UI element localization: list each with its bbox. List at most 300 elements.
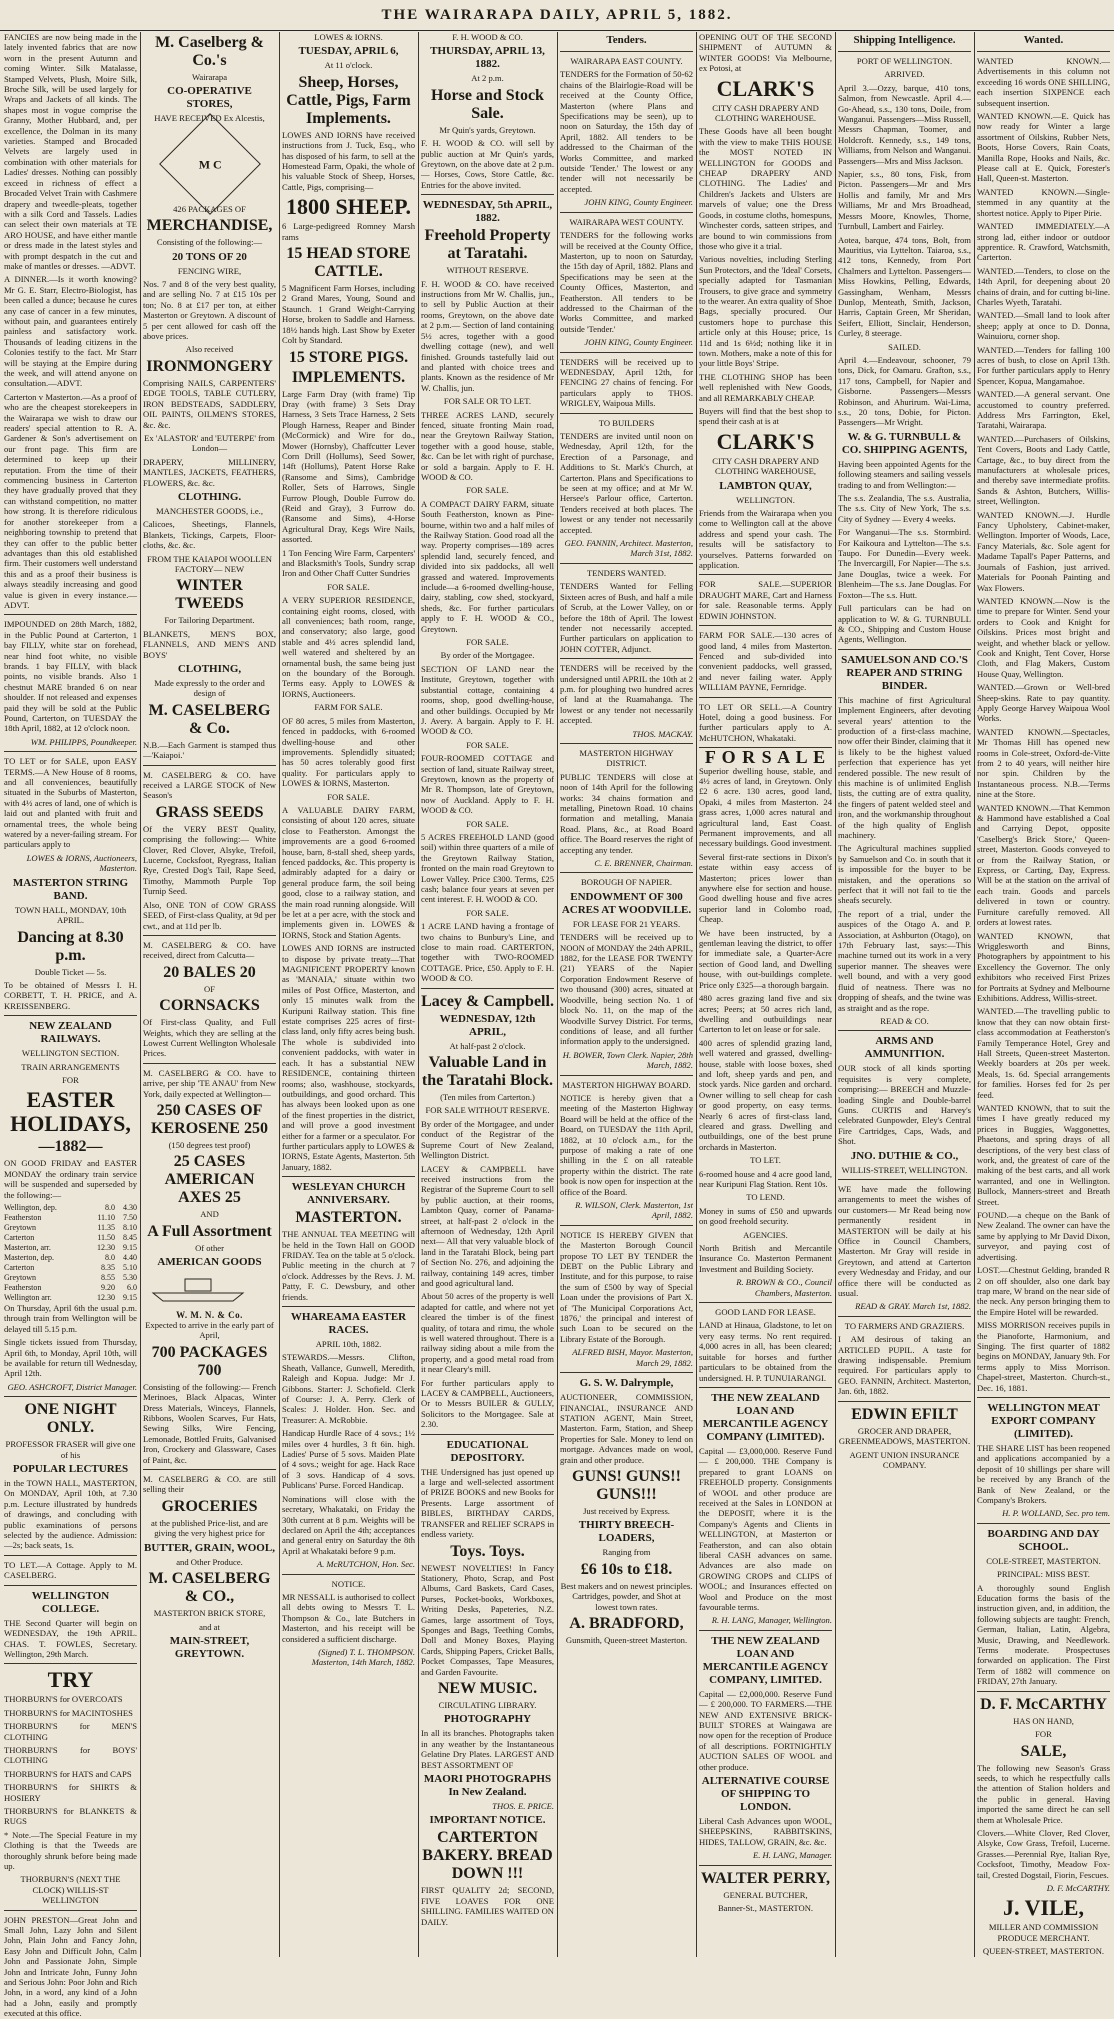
advertisement-text: F. H. WOOD & CO. will sell by public auction at Mr Quin's yards, Greytown, on the above date at 2 p.m.— Horses, Cows, Store Cattle, &c. Entries for the above invited. [421,138,554,190]
column-separator [974,32,975,1957]
centered-line: FOR LEASE FOR 21 YEARS. [572,918,681,929]
timetable-cell: 8.45 [123,1232,137,1242]
centered-line: At 2 p.m. [471,73,504,84]
advertisement-text: Having been appointed Agents for the following steamers and sailing vessels trading to and from Wellington:— [838,458,971,490]
divider [699,1865,832,1866]
centered-line: GOOD LAND FOR LEASE. [715,1307,816,1318]
signature-line: D. F. McCARTHY. [1046,1882,1110,1893]
centered-line: Just received by Express. [583,1505,670,1516]
timetable-cell: 11.50 [97,1232,116,1242]
advertisement-text: FOR SALE.—SUPERIOR DRAUGHT MARE, Cart and Harness for sale. Reasonable terms. Apply EDWIN JOHNSTON. [699,579,832,621]
timetable-cell: Wellington, dep. [4,1202,57,1212]
centered-line: READ & CO. [880,1015,929,1026]
advertisement-text: ON GOOD FRIDAY and EASTER MONDAY the ordinary train service will be suspended and superseded by the following:— [4,1158,137,1200]
centered-line: Ex 'ALASTOR' and 'EUTERPE' from London— [144,432,275,454]
column-separator [140,32,141,1957]
advertisement-text: JOHN PRESTON—Great John and Small John, Lazy John and Silent John, Plain John and Fancy John, Easy John and Difficult John, Calm John and Passionate John, Simple John and Intricate John, Funny John and Serious John: Poor John and Rich John, in a word, any kind of a John had a John, easily and promptly executed at this office. [4,1914,137,2019]
centered-line: At 11 o'clock. [324,60,373,71]
divider [560,212,693,213]
divider [143,1469,276,1470]
advertisement-text: Of the VERY BEST Quality, comprising the following:— White Clover, Red Clover, Alsyke, Trefoil, Lucerne, Cocksfoot, Ryegrass, Italian Rye, Crested Dog's Tail, Rape Seed, Timothy, Mammoth Purple Top Turnip Seed. [143,823,276,897]
timetable-row [4,1223,137,1233]
divider [282,1176,415,1177]
centered-line: ARRIVED. [884,69,925,80]
centered-line: WITHOUT RESERVE. [446,265,529,276]
centered-line: at the published Price-list, and are giving the very highest price for [151,1517,268,1539]
advertisement-text: 5 ACRES FREEHOLD LAND (good soil) within three quarters of a mile of the Greytown Railway Station, fronted on the main road Greytown to Lower Valley. Price £300. Terms, £25 cash; balance four years at seven per cent interest. F. H. WOOD & CO. [421,831,554,905]
headline: WALTER PERRY, [701,1869,830,1887]
centered-line: PROFESSOR FRASER will give one of his [5,1439,136,1460]
advertisement-text: WANTED.—Tenders, to close on the 14th April, for deepening about 20 chains of drain, and for cutting bi-line. Charles Wyeth, Taratahi. [977,265,1110,307]
advertisement-text: Nos. 7 and 8 of the very best quality, and are selling No. 7 at £15 10s per ton; No. 8 at £17 per ton, at either Masterton or Greytown. A discount of 5 per cent allowed for cash off the above prices. [143,279,276,342]
centered-line: PRINCIPAL: MISS BEST. [997,1569,1090,1580]
headline: 20 TONS OF 20 [172,250,247,263]
divider [143,1063,276,1064]
advertisement-text: Calicoes, Sheetings, Flannels, Blankets, Tickings, Carpets, Floor-cloths, &c. &c. [143,519,276,551]
advertisement-text: THORBURN'S for SHIRTS & HOSIERY [4,1782,137,1803]
advertisement-text: Consisting of the following:— French Merinoes, Black Alpacas, Winter Dress Materials, Winceys, Flannels, Ribbons, Woolen Scarves, Fur Hats, Sewing Silks, Wire Fencing, Lemonade, Bottled Fruits, Galvanised Iron, Crockery and Glassware, Cases of Paint, &c. [143,1381,276,1465]
headline: THE NEW ZEALAND LOAN AND MERCANTILE AGENCY COMPANY, LIMITED. [702,1634,829,1686]
advertisement-text: WANTED KNOWN.—E. Quick has now ready for Winter a large assortment of Oilskins, Rubber Nets, Boots, Horse Covers, Rain Coats, Manilla Rope, Hooks and Nails, &c. Please call at E. Quick, Forester's Hall, Queen-st. Masterton. [977,111,1110,184]
headline: EASTER HOLIDAYS, [10,1087,131,1137]
centered-line: 426 PACKAGES OF [173,203,246,214]
centered-line: FOR SALE OR TO LET. [443,396,532,407]
centered-line: and at [199,1621,220,1632]
centered-line: TRAIN ARRANGEMENTS [21,1061,120,1072]
advertisement-text: NOTICE is hereby given that a meeting of the Masterton Highway Board will be held at the office of the Board, on TUESDAY the 11th April, 1882, at 10 o'clock a.m., for the purpose of making a rate of one shilling in the £ on all rateable property within the district. The rate book is now open for inspection at the office of the Board. [560,1092,693,1197]
advertisement-text: WANTED KNOWN.—Now is the time to prepare for Winter. Send your orders to Cook and Knight for Oilskins. Prices most bright and weight, and whether black or yellow. Cook and Knight, Tent Cover, Horse Cloth, and Flag Makers, Custom House Quay, Wellington. [977,595,1110,679]
signature-line: C. E. BRENNER, Chairman. [594,858,693,869]
divider [977,1397,1110,1398]
headline: JNO. DUTHIE & CO., [850,1149,959,1162]
headline: IMPORTANT NOTICE. [429,1814,546,1827]
advertisement-text: By order of the Mortgagee, and under conduct of the Registrar of the Supreme Court of New Zealand, Wellington District. [421,1118,554,1161]
divider [4,1663,137,1664]
headline: —1882— [38,1138,103,1156]
centered-line: Best makers and on newest principles. Cartridges, powder, and Shot at lowest town rates. [560,1580,693,1612]
divider [4,1396,137,1397]
headline: £6 10s to £18. [580,1560,673,1578]
advertisement-text: TO LET.—A Cottage. Apply to M. CASELBERG. [4,1559,137,1581]
signature-line: R. H. LANG, Manager, Wellington. [711,1615,832,1626]
headline: IMPLEMENTS. [291,368,406,386]
headline: MASTERTON. [295,1209,402,1227]
advertisement-text: TENDERS will be received by the undersigned until APRIL the 10th at 2 p.m. for ploughing two hundred acres of land at the Ruamahanga. The lowest or any tender not necessarily accepted. [560,663,693,726]
timetable-row [4,1283,137,1293]
signature-line: H. BOWER, Town Clerk. Napier, 28th March, 1882. [562,1049,693,1071]
headline: GROCERIES [161,1497,258,1515]
signature-line: E. H. LANG, Manager. [752,1850,832,1861]
divider [699,1387,832,1388]
centered-line: FOR [1035,1729,1052,1740]
advertisement-text: Napier, s.s., 80 tons, Fisk, from Picton. Passengers—Mr and Mrs Hollis and family, Mr and Mrs Williams, Mr and Mrs Broadhead, Messrs Moore, Knowles, Thorne, Turnbull, Lambert and Fairley. [838,169,971,232]
centered-line: and Other Produce. [176,1556,243,1567]
divider [699,1630,832,1631]
centered-line: Ranging from [602,1547,651,1558]
headline: AMERICAN GOODS [157,1256,262,1269]
timetable-cell: 11.35 [97,1222,116,1232]
divider [560,352,693,353]
centered-line: PORT OF WELLINGTON. [856,56,953,66]
headline: SALE, [1020,1742,1067,1760]
headline: Dancing at 8.30 p.m. [17,928,124,964]
advertisement-text: NEWEST NOVELTIES! In Fancy Stationery, Photo, Scrap, and Post Albums, Card Baskets, Card Cases, Purses, Pocket-books, Workboxes, Writing Desks, Papeteries, N.Z. Games, large assortment of Toys, Sponges and Bags, Teething Combs, Doll and Money Boxes, Playing Cards, Shipping Papers, Cricket Balls, Pocket Compasses, Tape Measures, and Garden Favourite. [421,1562,554,1677]
advertisement-text: The following new Season's Grass seeds, to which he respectfully calls the attention of Stalion holders and the public in general. Having imported the same direct he can sell them at Wholesale Price. [977,1762,1110,1825]
centered-line: HAS ON HAND, [1013,1715,1074,1726]
signature-line: R. WILSON, Clerk. Masterton, 1st April, 1882. [575,1200,693,1221]
headline: POPULAR LECTURES [12,1463,129,1476]
headline: 1800 SHEEP. [285,194,412,220]
timetable-cell: Greytown [4,1222,36,1232]
advertisement-text: FARM FOR SALE.—130 acres of good land, 4 miles from Masterton. Fenced and sub-divided into convenient paddocks, well grassed, and never failing water. Apply WILLIAM PAYNE, Fernridge. [699,630,832,693]
advertisement-text: LOST.—Chestnut Gelding, branded R 2 on off shoulder, also one dark bay trap mare, W brand on the near side of the neck. Any person bringing them to the Empire Hotel will be rewarded. [977,1265,1110,1317]
centered-line: Double Ticket — 5s. [34,966,107,977]
advertisement-text: This machine of first Agricultural Implement Engineers, after devoting several years' attention to the production of a first-class machine, now offer their Binder, claiming that it is likely to be the highest valued perfection that experience has yet rendered possible. The new result of this machine is of unlimited English lists, the cutting are of extra quality, the fingers of patent welded steel and iron, and the workmanship throughout of the high quality of English machinery. [838,694,971,840]
headline: NEW ZEALAND RAILWAYS. [29,1020,112,1046]
centered-line: Consisting of the following:— [156,237,263,248]
centered-line: Banner-St., MASTERTON. [717,1903,814,1914]
advertisement-text: LACEY & CAMPBELL have received instructions from the Registrar of the Supreme Court to sell by public auction, at their rooms, Lambton Quay, corner of Panama-street, at half-past 2 o'clock in the afternoon of Wednesday, 12th April next— All that very valuable block of land in the Taratahi Block, being part of Section No. 276, and adjoining the railway, containing 149 acres, timber and good agricultural land. [421,1163,554,1288]
centered-line: TO LEND. [746,1192,785,1203]
centered-line: FOR SALE. [466,818,509,829]
centered-line: WAIRARAPA EAST COUNTY. [570,56,683,66]
timetable [4,1203,137,1303]
divider [4,1555,137,1556]
timetable-cell: 8.0 [105,1252,116,1262]
advertisement-text: Nominations will close with the secretary, Whakataki, on Friday the 30th current at 8 p.m. Weights will be declared on April the 4th; acceptances and general entry on Saturday the 8th April at Whakataki before 9 p.m. [282,1493,415,1556]
advertisement-text: 5 Magnificent Farm Horses, including 2 Grand Mares, Young, Sound and Staunch. 1 Grand Weight-Carrying Horse, broken to Saddle and Harness. 18½ hands high. Last Show by Exeter Colt by Standard. [282,283,415,346]
centered-line: Wairarapa [191,72,228,82]
headline: D. F. McCARTHY [980,1695,1107,1713]
advertisement-text: For Wanganui—The s.s. Stormbird. For Kaikoura and Lyttelton—The s.s. Taupo. For Dunedin—Every week. The Invercargill, For Napier—The s.s. Jane Douglas, twice a week. For Blenheim—The s.s. Jane Douglas. For Foxton—The s.s. Hutt. [838,527,971,600]
advertisement-text: THREE ACRES LAND, securely fenced, situate fronting Main road, near the Greytown Railway Station, together with a good house, stable, &c. Can be let with right of purchase, or sold a bargain. Apply to F. H. WOOD & CO. [421,409,554,482]
advertisement-text: THORBURN'S for HATS and CAPS [4,1768,132,1779]
centered-line: (Ten miles from Carterton.) [440,1092,535,1103]
centered-line: FROM THE KAIAPOI WOOLLEN FACTORY— NEW [146,553,272,574]
advertisement-text: WANTED KNOWN.—Single-stemmed in any quantity at the shortest notice. Apply to Piper Pirie. [977,186,1110,218]
headline: 15 HEAD STORE CATTLE. [286,245,411,281]
divider [282,1574,415,1575]
advertisement-text: THORBURN'S for MACINTOSHES [4,1707,133,1718]
advertisement-text: SECTION OF LAND near the Institute, Greytown, together with substantial cottage, containing 4 rooms, shop, good dwelling-house, and other buildings. Occupied by Mr J. Avery. A bargain. Apply to F. H. WOOD & CO. [421,663,554,737]
advertisement-text: Money in sums of £50 and upwards on good freehold security. [699,1205,832,1227]
headline: J. VILE, [1003,1895,1084,1921]
centered-line: FOR SALE. [466,637,509,648]
advertisement-text: OUR stock of all kinds sporting requisites is very complete, comprising:— BREECH and Muzzle-loading Single and Double-barrel Guns. CURTIS and Harvey's celebrated Gunpowder, Eley's Central Fire Cartridges, Caps, Wads, and Shot. [838,1063,971,1147]
centered-line: THORBURN'S (NEXT THE CLOCK) WILLIS-ST WELLINGTON [20,1874,121,1906]
timetable-cell: 12.30 [97,1242,116,1252]
headline: ENDOWMENT OF 300 ACRES AT WOODVILLE. [561,890,692,916]
centered-line: FARM FOR SALE. [314,702,383,713]
timetable-cell: 4.40 [123,1252,137,1262]
headline: 250 CASES OF KEROSENE 250 [151,1101,268,1137]
advertisement-text: We have been instructed, by a gentleman leaving the district, to offer for immediate sale, a Quarter-Acre section of Good land, and Dwelling house, with out-buildings complete. Price only £325—a thorough bargain. [699,927,832,990]
column-2 [143,32,276,1957]
centered-line: FOR SALE. [466,739,509,750]
timetable-cell: 6.0 [127,1282,137,1292]
headline: Tenders. [606,34,647,46]
centered-line: GENERAL BUTCHER, [723,1889,808,1900]
advertisement-text: * Note.—The Special Feature in my Clothing is that the Tweeds are thoroughly shrunk before being made up. [4,1829,137,1871]
advertisement-text: THORBURN'S for MEN'S CLOTHING [4,1721,137,1742]
timetable-cell: 8.10 [123,1222,137,1232]
centered-line: WELLINGTON. [736,494,795,505]
divider [560,1225,693,1226]
centered-line: CITY CASH DRAPERY AND CLOTHING WAREHOUSE. [712,102,819,124]
advertisement-text: DRAPERY, MILLINERY, MANTLES, JACKETS, FEATHERS, FLOWERS, &c. &c. [143,456,276,488]
advertisement-text: TENDERS for the Formation of 50-62 chains of the Blairlogie-Road will be received at the County Office, Masterton (where Plans and Specifications may be seen), up to noon on Saturday, the 15th day of April, 1882. All tenders to be addressed to the Chairman of the Works Committee, and marked outside 'Tender.' The lowest or any tender will not necessarily be accepted. [560,69,693,194]
advertisement-text: THORBURN'S for BLANKETS & RUGS [4,1805,137,1827]
centered-line: CIRCULATING LIBRARY. [438,1699,537,1710]
headline: THE NEW ZEALAND LOAN AND MERCANTILE AGENCY COMPANY (LIMITED). [702,1391,829,1443]
headline: EDWIN EFILT [851,1405,958,1423]
headline: CO-OPERATIVE STORES, [167,85,252,111]
divider [977,1691,1110,1692]
headline: Lacey & Campbell. [421,992,554,1010]
centered-line: FOR SALE. [327,581,370,592]
headline: MERCHANDISE, [146,217,273,235]
headline: LAMBTON QUAY, [719,479,812,492]
timetable-cell: 5.10 [123,1262,137,1272]
headline: 25 CASES AMERICAN AXES 25 [164,1153,255,1207]
headline: Valuable Land in the Taratahi Block. [421,1054,554,1090]
timetable-cell: 4.30 [123,1202,137,1212]
advertisement-text: In all its branches. Photographs taken in any weather by the Instantaneous Gelatine Dry Plates. LARGEST AND BEST ASSORTMENT OF [421,1728,554,1770]
centered-line: LOWES & IORNS. [314,32,383,42]
divider [699,697,832,698]
advertisement-text: A COMPACT DAIRY FARM, situate South Featherston, known as Pine-bourne, within two and a half miles of the Railway Station. Good road all the way. Property comprises—189 acres splendid land, securely fenced, and divided into six paddocks, all well grassed and watered. Improvements include—a 6-roomed dwelling-house, dairy, stabling, cow shed, stockyard, sheds, &c. For further particulars apply to F. H. WOOD & CO., Greytown. [421,498,554,634]
advertisement-text: Capital — £3,000,000. Reserve Fund — £ 200,000. THE Company is prepared to grant LOANS on FREEHOLD property. Consignments of WOOL and other produce are received at the Sales in LONDON at the DEPOSIT, where it is the Company's Agents and Clients in WELLINGTON, at Masterton or Featherston, and can also obtain liberal CASH advances on same. Advances are also made on GROWING CROPS and CLIPS of WOOL; and Insurances effected on Wool and Produce on the most favourable terms. [699,1445,832,1612]
advertisement-text: FIRST QUALITY 2d; SECOND, FIVE LOAVES FOR ONE SHILLING. FAMILIES WAITED ON DAILY. [421,1885,554,1927]
divider [421,988,554,989]
centered-line: Mr Quin's yards, Greytown. [439,124,536,135]
column-5 [560,32,693,1957]
column-7 [838,32,971,1957]
column-separator [418,32,419,1957]
headline: Horse and Stock Sale. [431,86,544,122]
divider [560,658,693,659]
timetable-cell: 12.30 [97,1292,116,1302]
headline: EDUCATIONAL DEPOSITORY. [446,1438,529,1464]
advertisement-text: M. CASELBERG & CO. have received a LARGE STOCK of New Season's [143,769,276,801]
divider [699,574,832,575]
timetable-cell: Carterton [4,1232,35,1242]
column-separator [279,32,280,1957]
advertisement-text: WANTED.—A general servant. One accustomed to country preferred. Address Mrs Farrington, Ekel, Taratahi, Wairarapa. [977,389,1110,431]
divider [560,413,693,414]
advertisement-text: April 4.—Endeavour, schooner, 79 tons, Dick, for Oamaru. Grafton, s.s., 117 tons, Campbell, for Napier and Gisborne. Passengers—Messrs Robinson, and Ahurirum. Wai-Lima, s.s., 20 tons, Dobie, for Picton. Passengers—Mr Wright. [838,354,971,428]
column-1 [4,32,137,2019]
signature-line: JOHN KING, County Engineer. [584,197,693,208]
timetable-cell: 9.20 [101,1282,116,1292]
divider [838,51,971,52]
divider [838,649,971,650]
advertisement-text: THORBURN'S for BOYS' CLOTHING [4,1744,137,1766]
divider [4,1015,137,1016]
centered-line: FOR SALE. [466,485,509,496]
advertisement-text: TENDERS Wanted for Felling Sixteen acres of Bush, and half a mile of Scrub, at the Lower Valley, on or before the 18th of April. The lowest tender not necessarily accepted. Further particulars on application to JOHN COTTER, Adjunct. [560,581,693,654]
timetable-row [4,1243,137,1253]
headline: ARMS AND AMMUNITION. [864,1035,945,1061]
divider [560,1372,693,1373]
advertisement-text: STEWARDS.—Messrs. Clifton, Sheath, Vallance, Gunwell, Meredith, Raleigh and Kopua. Judge: Mr J. Gibbons. Starter: J. Schofield. Clerk of Course: J. A. Perry. Clerk of Scales: J. Holder. Hon. Sec. and Treasurer: A. McRobbie. [282,1352,415,1425]
headline: G. S. W. Dalrymple, [579,1377,674,1390]
advertisement-text: These Goods have all been bought with the view to make THIS HOUSE the MOST NOTED IN WELLINGTON for GOODS and CHEAP DRAPERY AND CLOTHING. The Ladies' and Children's Jackets and Ulsters are marvels of value; one the Dress Goods, in costume cloths, homespuns, Winchester cords, satteen stripes, and are bound to win commissions from those who give it a trial. [699,126,832,251]
centered-line: FENCING WIRE, [177,265,242,276]
advertisement-text: M. CASELBERG & CO. are still selling their [143,1474,276,1495]
advertisement-text: THE Undersigned has just opened up a large and well-selected assortment of PRIZE BOOKS and new Books for Presents. Large assortment of BIBLES, BIRTHDAY CARDS, TRANSFER and RELIEF SCRAPS in endless variety. [421,1466,554,1540]
headline: CORNSACKS [159,997,260,1015]
centered-line: FOR SALE WITHOUT RESERVE. [425,1105,550,1116]
divider [4,614,137,615]
divider [4,751,137,752]
advertisement-text: BLANKETS, MEN'S BOX, FLANNELS, AND MEN'S AND BOYS' [143,628,276,660]
divider [560,51,693,52]
headline: TUESDAY, APRIL 6, [298,45,399,58]
advertisement-text: TENDERS will be received up to NOON of MONDAY the 24th APRIL, 1882, for the LEASE FOR TWENTY (21) YEARS of the Napier Corporation Endowment Reserve of two thousand (300) acres, situated at Woodville, being section No. 1 of block No. 11, on the map of the Woodville Survey District. For terms, conditions of lease, and all further information apply to the undersigned. [560,932,693,1047]
headline: CARTERTON BAKERY. BREAD DOWN !!! [422,1829,553,1883]
advertisement-text: Full particulars can be had on application to W. & G. TURNBULL & CO., Shipping and Custom House Agents, Wellington. [838,603,971,645]
advertisement-text: NOTICE IS HEREBY GIVEN that the Masterton Borough Council propose TO LET BY TENDER the DEBT on the Public Library and Institute, and for this purpose, to raise the sum of £500 by way of Special Loan under the provisions of Part X. of 'The Municipal Corporations Act, 1876,' the principal and interest of such Loan to be secured on the Library Estate of the Borough. [560,1229,693,1344]
timetable-cell: 7.50 [123,1212,137,1222]
headline: Shipping Intelligence. [853,34,956,46]
centered-line: By order of the Mortgagee. [440,650,535,661]
headline: ALTERNATIVE COURSE OF SHIPPING TO LONDON. [701,1775,830,1814]
advertisement-text: Various novelties, including Sterling Sun Protectors, and the 'Ideal' Corsets, specially adapted for Tasmanian Trousers, to give grace and symmetry to the wearer. An extra quality of Shoe Bags, specially procured. Our customers hope to purchase this article only at this House; price, 1s 11d and 1s 6½d; nothing like it in town. Mothers, make a note of this for your little Boys' Stripe. [699,254,832,369]
advertisement-text: LAND at Hinaua, Gladstone, to let on very easy terms. No rent required. 4,000 acres in all, has been cleared; suitable for horses and further particulars to be obtained from the undersigned. H. P. TUNUIARANGI. [699,1320,832,1383]
advertisement-text: AUCTIONEER, COMMISSION, FINANCIAL, INSURANCE AND STATION AGENT, Main Street, Masterton. Farm, Station, and Sheep Properties for Sale. Money to lend on mortgage. Advances made on wool, grain and other produce. [560,1392,693,1465]
advertisement-text: Buyers will find that the best shop to spend their cash at is at [699,406,832,427]
headline: CLARK'S [716,75,815,101]
centered-line: OF [204,983,215,994]
headline: MAORI PHOTOGRAPHS In New Zealand. [423,1773,552,1798]
timetable-cell: 9.15 [123,1242,137,1252]
centered-line: Made expressly to the order and design of [154,678,265,699]
centered-line: NOTICE. [331,1578,366,1589]
advertisement-text: 6 Large-pedigreed Romney Marsh rams [282,221,415,242]
centered-line: APRIL 10th, 1882. [315,1339,382,1349]
advertisement-text: Friends from the Wairarapa when you come to Wellington call at the above address and spend your cash. The results will be satisfactory to yourselves. Patterns forwarded on application. [699,508,832,571]
headline: THURSDAY, APRIL 13, 1882. [430,45,545,71]
timetable-cell: 8.0 [105,1202,116,1212]
timetable-row [4,1273,137,1283]
centered-line: HAVE RECEIVED Ex Alcestis, [154,113,265,124]
divider [282,1306,415,1307]
divider [977,51,1110,52]
advertisement-text: LOWES AND IORNS have received instructions from J. Tuck, Esq., who has disposed of his farm, to sell at the Homestead Farm, Opaki, the whole of his valuable Stock of Sheep, Horses, Cattle, Pigs, comprising— [282,129,415,192]
headline: WEDNESDAY, 5th APRIL, 1882. [422,199,553,225]
headline: WINTER TWEEDS [175,577,244,613]
advertisement-text: Aotea, barque, 474 tons, Bolt, from Mauritius, via Lyttelton. Taiaroa, s.s., 412 tons, Kennedy, from Port Chalmers and Lyttelton. Passengers—Miss Howkins, Pelling, Edwards, Gassingham, Wenham, Messrs Dunlop, Menteath, Smith, Jackson, Harris, Captain Green, Mr Sheridan, Seifert, Elliott, Sinclair, Henderson, Curley, 8 steerage. [838,234,971,339]
signature-line: JOHN KING, County Engineer. [584,337,693,348]
advertisement-text: WANTED IMMEDIATELY.—A strong lad, either indoor or outdoor apprentice. R. Crawford, Watchsmith, Carterton. [977,221,1110,263]
headline: WESLEYAN CHURCH ANNIVERSARY. [291,1181,406,1207]
headline: WHAREAMA EASTER RACES. [290,1311,407,1336]
advertisement-text: 400 acres of splendid grazing land, well watered and grassed, dwelling-house, stable with loose boxes, shed and loft, sheep yards and pen, and stock yards. Nice garden and orchard. Owner willing to sell cheap for cash or good property, on easy terms. Nearly 6 acres of first-class land, cleared and grass. Dwelling and outbuildings, one of the best prune orchards in Masterton. [699,1037,832,1152]
headline: M. CASELBERG & CO., [148,1570,271,1606]
centered-line: Expected to arrive in the early part of April, [145,1320,274,1341]
centered-line: FOR SALE. [466,907,509,918]
advertisement-text: THE Second Quarter will begin on WEDNESDAY, the 19th APRIL. CHAS. T. FOWLES, Secretary. Wellington, 29th March. [4,1617,137,1659]
centered-line: FOR [62,1074,79,1085]
advertisement-text: PUBLIC TENDERS will close at noon of 14th April for the following works: 34 chains formation and metalling, Pinetown Road. 10 chains formation and metalling, Manaia Road. Plans, &c., at Road Board office. The Board reserves the right of accepting any tender. [560,771,693,855]
timetable-cell: Greytown [4,1272,36,1282]
centered-line: WAIRARAPA WEST COUNTY. [569,216,684,227]
advertisement-text: WANTED KNOWN.—Advertisements in this column not exceeding 16 words ONE SHILLING, each insertion SIXPENCE each subsequent insertion. [977,56,1110,108]
divider [560,1075,693,1076]
centered-line: AGENT UNION INSURANCE COMPANY. [849,1449,960,1470]
advertisement-text: Carterton v Masterton.—As a proof of who are the cheapest storekeepers in the Wairarapa we wish to draw our readers' special attention to R. A. Gardener & Son's advertisement on our front page. This firm are determined to keep up their reputation. From the time of their commencing business in Carterton they have gradually proved that they can withstand competition, no matter how strong. It is therefore ridiculous for another storekeeper from a neighboring township to pretend that they can offer to the public better advantages than this old established firm. Their customers well understand this and as a proof their business is always steadily increasing and good value is given in every instance.—ADVT. [4,391,137,610]
advertisement-text: OPENING OUT OF THE SECOND SHIPMENT of AUTUMN & WINTER GOODS! Via Melbourne, ex Potosi, at [699,32,832,74]
divider [4,1585,137,1586]
trademark-label: M C [198,156,221,171]
column-3 [282,32,415,1957]
centered-line: CITY CASH DRAPERY AND CLOTHING WAREHOUSE, [712,455,819,477]
divider [838,1401,971,1402]
centered-line: TO LET. [750,1155,781,1166]
advertisement-text: Also, ONE TON of COW GRASS SEED, of First-class Quality, at 9d per cwt., and at 11d per lb. [143,899,276,931]
advertisement-text: WANTED KNOWN, that Wrigglesworth and Binns, Photographers by appointment to his Excellency the Governor. The only exhibitors who received First Prizes for Portraits at Sydney and Melbourne Exhibitions. Address, Willis-street. [977,930,1110,1003]
headline: Wanted. [1023,34,1064,46]
column-4 [421,32,554,1957]
centered-line: TOWN HALL, MONDAY, 10th APRIL. [14,904,127,926]
advertisement-text: WE have made the following arrangements to meet the wishes of our customers— Mr Read being now permanently resident in MASTERTON will be daily at his Office in Council Chambers, Masterton. Mr Gray will reside in Greytown, and attend at Carterton every Wednesday and Friday, and our office there will be conducted as usual. [838,1183,971,1299]
timetable-cell: 8.35 [101,1262,116,1272]
signature-line: (Signed) T. L. THOMPSON. Masterton, 14th March, 1882. [311,1646,415,1668]
timetable-row [4,1203,137,1213]
divider [143,935,276,936]
advertisement-text: WANTED.—The travelling public to know that they can now obtain first-class accommodation at Featherston's Family Temperance Hotel, Grey and Hall Streets, Queen-street Masterton. Weekly boarders at 20s per week. Meals, 1s. 6d. Special arrangements for families. Horses fed for 2s per feed. [977,1006,1110,1100]
advertisement-text: The s.s. Zealandia, The s.s. Australia, The s.s. City of New York, The s.s. City of Sydney — Every 4 weeks. [838,493,971,524]
timetable-cell: 9.15 [123,1292,137,1302]
advertisement-text: LOWES AND IORNS are instructed to dispose by private treaty—That MAGNIFICENT PROPERTY known as 'MANAIA,' situate within two miles of Post Office, Masterton, and only 15 minutes walk from the Kuripuni Railway station. This fine estate comprises 225 acres of first-class land, only fifty acres being bush. The whole is subdivided into convenient paddocks, with water in each. It has a substantial NEW RESIDENCE, containing thirteen rooms; also, washhouse, stockyards, outbuildings, and good orchard. This has always been looked upon as one of the finest properties in the district, and will prove a good investment either for a farmer or a speculator. For further particulars apply to LOWES & IORNS, Estate Agents, Masterton. 5th January, 1882. [282,943,415,1172]
headline: 15 STORE PIGS. [288,348,409,366]
centered-line: Of other [195,1242,224,1253]
advertisement-text: Large Farm Dray (with frame) Tip Dray (with frame) 3 Sets Dray Harness, 3 Sets Trace Harness, 2 Sets Plough Harness, Reaper and Binder (McCormick) and Wire for do., Mower (Hornsby), Chaffcutter Lever Corn Drill (Hollums), Seed Sower, 14ft (Hollums), Patent Horse Rake (Ransome and Sims), Cambridge Roller, Sets of Harrows, Single Furrow Plough, Double Furrow do. (Reid and Gray), 3 Furrow do. (Ransome and Sims), 4-Horse Agricultural Dray, Kegs Wire Nails, assorted. [282,388,415,545]
centered-line: SAILED. [888,341,921,352]
advertisement-text: A VALUABLE DAIRY FARM, consisting of about 120 acres, situate close to Featherston. Amongst the improvements are a good 6-roomed house, barn, 8-stall shed, sheep yards, fenced paddocks, &c. This property is admirably adapted for a dairy or general produce farm, the soil being good, close to a railway station, and the main road running alongside. Will be let at a per acre, with the stock and implements given in. LOWES & IORNS, Stock and Station Agents. [282,804,415,940]
column-8 [977,32,1110,1957]
divider [4,1910,137,1911]
timetable-row [4,1263,137,1273]
advertisement-text: I AM desirous of taking an ARTICLED PUPIL. A taste for drawing indispensable. Premium required. For particulars apply to GEO. FANNIN, Architect. Masterton, Jan. 6th, 1882. [838,1334,971,1397]
headline: CLOTHING, [177,663,242,675]
advertisement-text: FOUND.—a cheque on the Bank of New Zealand. The owner can have the same by applying to Mr David Dixon, surveyor, and paying cost of advertising. [977,1210,1110,1262]
signature-line: A. McRUTCHON, Hon. Sec. [316,1559,415,1570]
centered-line: FOR SALE. [327,791,370,802]
centered-line: WELLINGTON SECTION. [21,1048,120,1059]
centered-line: QUEEN-STREET, MASTERTON. [982,1946,1105,1957]
headline: ONE NIGHT ONLY. [24,1401,117,1437]
signature-line: R. BROWN & CO., Council Chambers, Masterton. [736,1277,832,1298]
centered-line: For Tailoring Department. [164,615,255,626]
column-separator [696,32,697,1957]
timetable-cell: Masterton, dep. [4,1252,54,1262]
advertisement-text: WANTED.—Small land to look after sheep; apply at once to D. Donna, Wainuioru, corner shop. [977,310,1110,342]
timetable-cell: Featherston [4,1212,42,1222]
ship-trademark-icon [143,1271,276,1320]
centered-line: GROCER AND DRAPER, GREENMEADOWS, MASTERTON. [838,1425,971,1447]
headline: IRONMONGERY [146,357,273,375]
headline: WELLINGTON MEAT EXPORT COMPANY (LIMITED). [987,1401,1100,1440]
column-6 [699,32,832,1957]
headline: 700 PACKAGES 700 [151,1343,268,1379]
spaced-headline: F O R S A L E [704,747,827,768]
advertisement-text: Liberal Cash Advances upon WOOL, SHEEPSKINS, RABBITSKINS, HIDES, TALLOW, GRAIN, &c. &c. [699,1816,832,1847]
signature-line: GEO. ASHCROFT, District Manager. [7,1381,137,1392]
signature-line: WM. PHILIPPS, Poundkeeper. [30,736,137,747]
timetable-row [4,1213,137,1223]
